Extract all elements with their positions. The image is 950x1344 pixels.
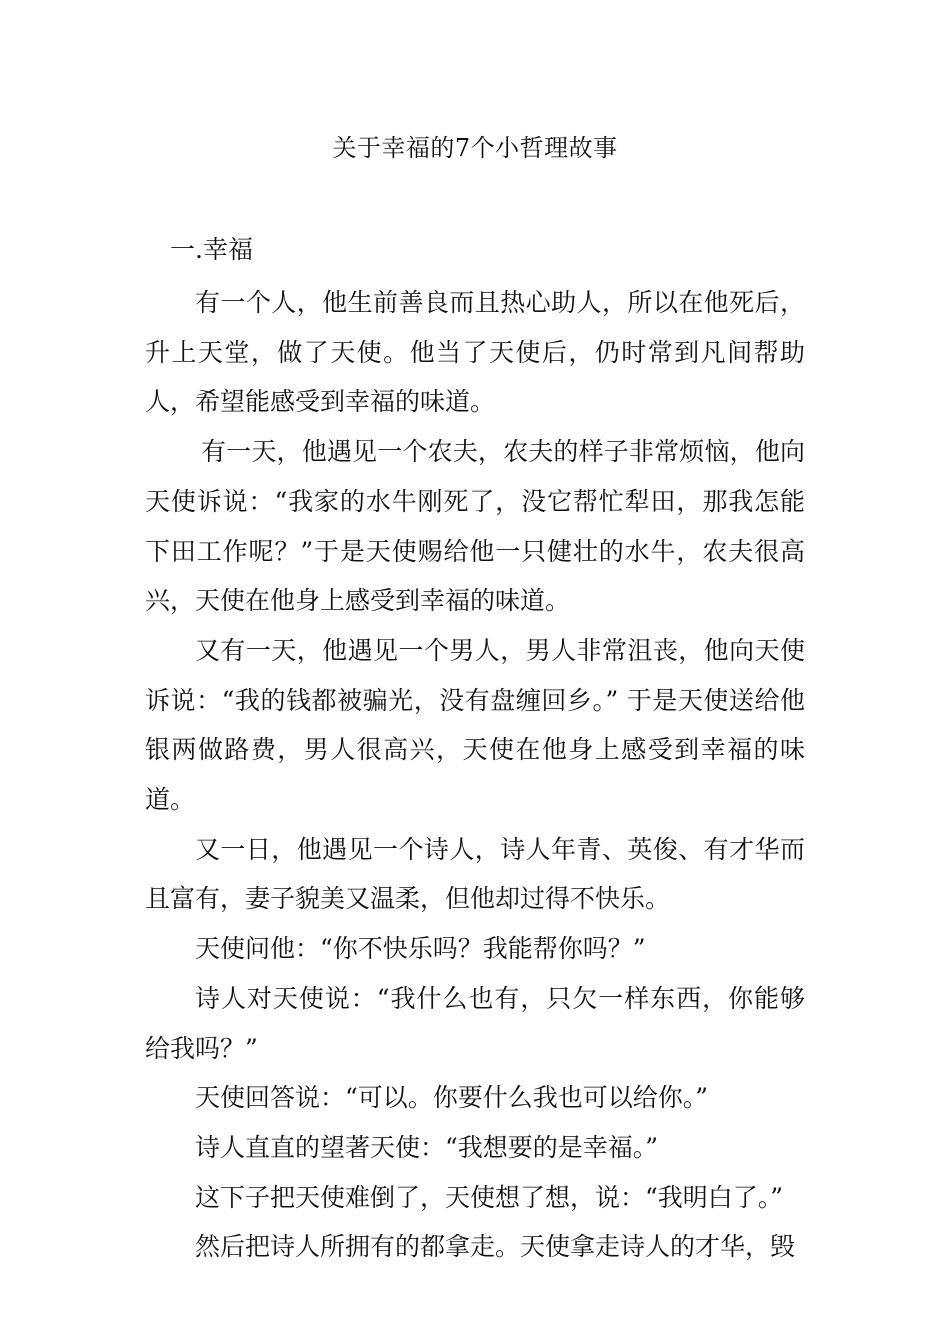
paragraph: 天使问他：“你不快乐吗？我能帮你吗？” <box>195 934 646 964</box>
section-heading: 一.幸福 <box>170 235 253 264</box>
body-text <box>145 278 805 1272</box>
document-title: 关于幸福的7个小哲理故事 <box>332 134 618 162</box>
paragraph: 诗人直直的望著天使：“我想要的是幸福。” <box>195 1132 659 1162</box>
paragraph: 有一天，他遇见一个农夫，农夫的样子非常烦恼，他向天使诉说：“我家的水牛刚死了，没它帮忙犁田，那我怎能下田工作呢？”于是天使赐给他一只健壮的水牛，农夫很高兴，天使在他身上感受到幸福的味道。 <box>145 437 805 616</box>
paragraph: 又一日，他遇见一个诗人，诗人年青、英俊、有才华而且富有，妻子貌美又温柔，但他却过得不快乐。 <box>145 834 805 914</box>
paragraph: 有一个人，他生前善良而且热心助人，所以在他死后，升上天堂，做了天使。他当了天使后，仍时常到凡间帮助人，希望能感受到幸福的味道。 <box>145 288 805 417</box>
paragraph: 天使回答说：“可以。你要什么我也可以给你。” <box>195 1083 709 1113</box>
paragraph: 又有一天，他遇见一个男人，男人非常沮丧，他向天使诉说：“我的钱都被骗光，没有盘缠回乡。” 于是天使送给他银两做路费，男人很高兴，天使在他身上感受到幸福的味道。 <box>145 635 805 815</box>
paragraph: 诗人对天使说：“我什么也有，只欠一样东西，你能够给我吗？” <box>145 983 805 1063</box>
paragraph: 然后把诗人所拥有的都拿走。天使拿走诗人的才华，毁 <box>195 1232 796 1262</box>
paragraph: 这下子把天使难倒了，天使想了想，说：“我明白了。” <box>195 1182 784 1212</box>
